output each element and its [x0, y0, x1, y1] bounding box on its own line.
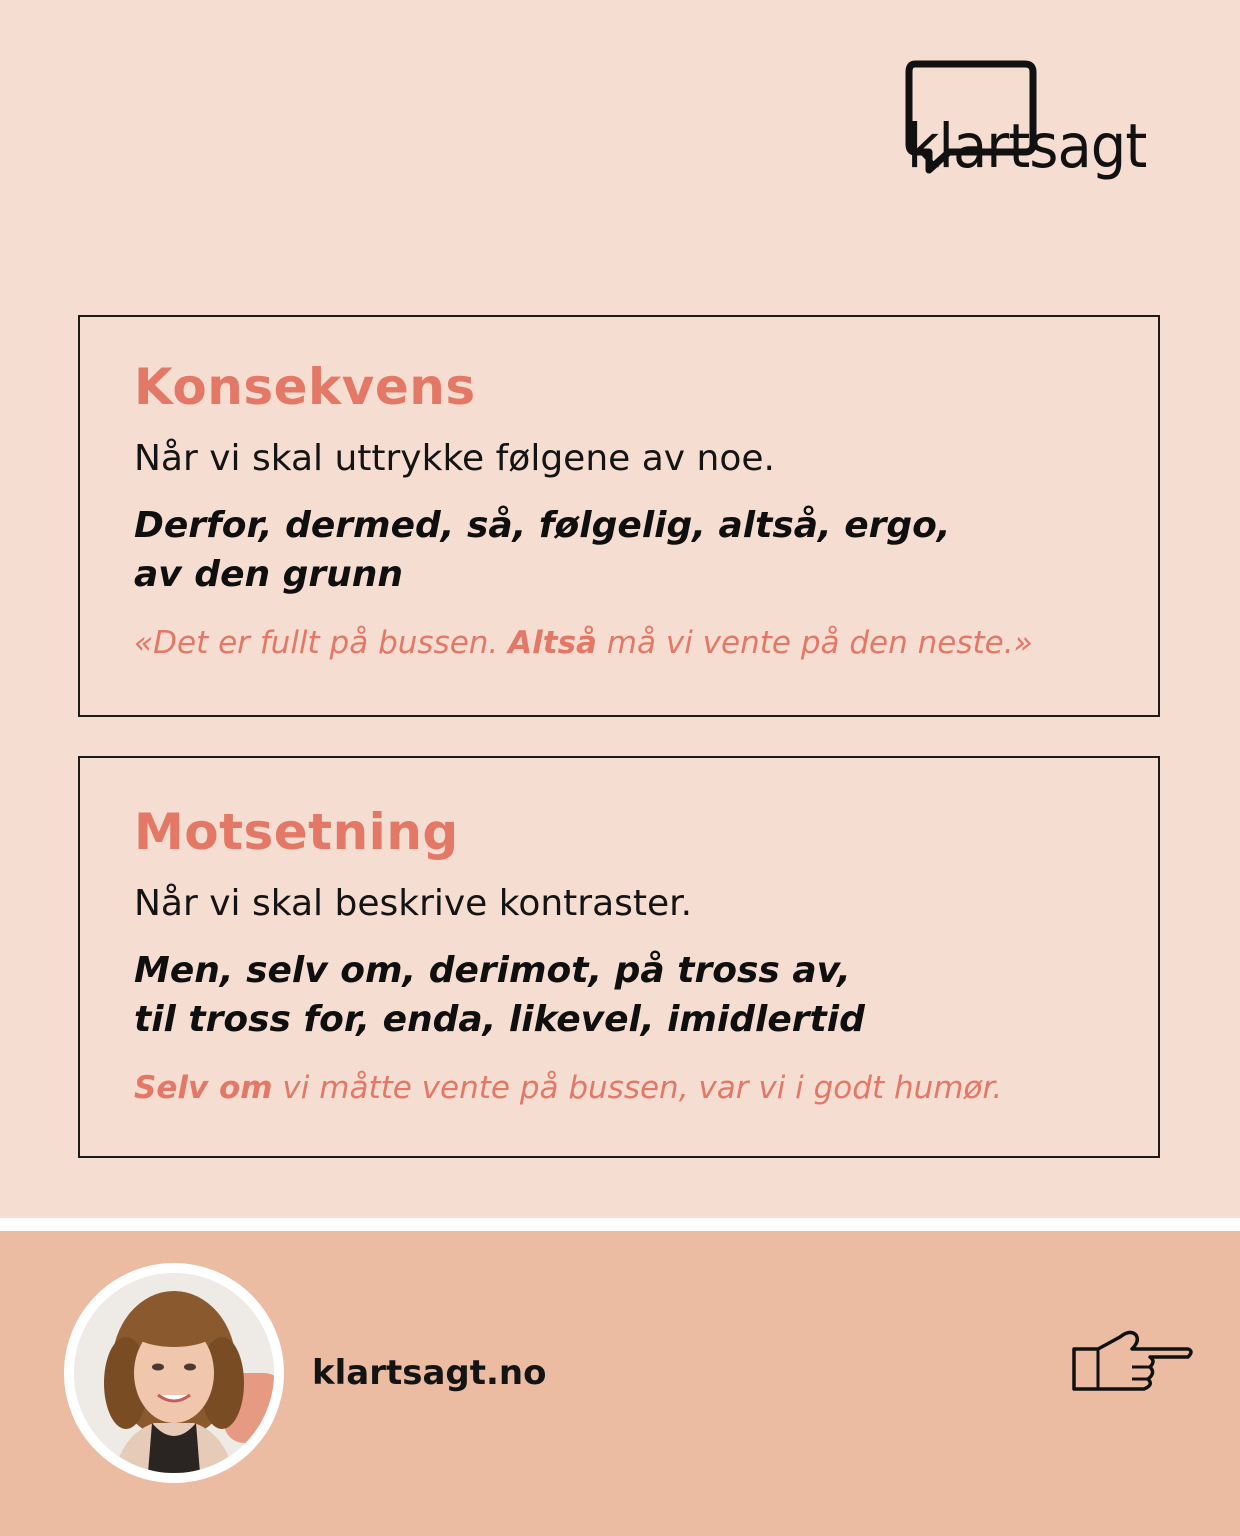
card-example — [134, 1068, 1002, 1108]
pointing-hand-icon — [1070, 1327, 1196, 1409]
card-title: Konsekvens — [134, 358, 476, 416]
card-word-list — [134, 946, 865, 1044]
example-highlight: Altså — [508, 625, 597, 661]
word-list-line: til tross for, enda, likevel, imidlertid — [134, 999, 865, 1040]
website-link[interactable]: klartsagt.no — [312, 1353, 547, 1393]
card-description: Når vi skal uttrykke følgene av noe. — [134, 438, 775, 479]
brand-logo — [905, 60, 1180, 183]
example-text: «Det er fullt på bussen. — [134, 625, 509, 661]
example-text: må vi vente på den neste.» — [596, 625, 1033, 661]
card-title: Motsetning — [134, 803, 459, 861]
card-konsekvens — [78, 315, 1160, 717]
word-list-line: Derfor, dermed, så, følgelig, altså, ergo, — [134, 505, 951, 546]
footer-divider — [0, 1218, 1240, 1231]
card-motsetning — [78, 756, 1160, 1158]
logo-wordmark: klartsagt — [907, 112, 1147, 183]
example-highlight: Selv om — [134, 1070, 273, 1106]
card-word-list — [134, 501, 951, 599]
portrait-photo — [74, 1273, 274, 1473]
word-list-line: Men, selv om, derimot, på tross av, — [134, 950, 851, 991]
footer — [0, 1231, 1240, 1536]
example-text: vi måtte vente på bussen, var vi i godt humør. — [272, 1070, 1003, 1106]
card-example — [134, 623, 1033, 663]
word-list-line: av den grunn — [134, 554, 404, 595]
avatar — [64, 1263, 284, 1483]
card-description: Når vi skal beskrive kontraster. — [134, 883, 693, 924]
